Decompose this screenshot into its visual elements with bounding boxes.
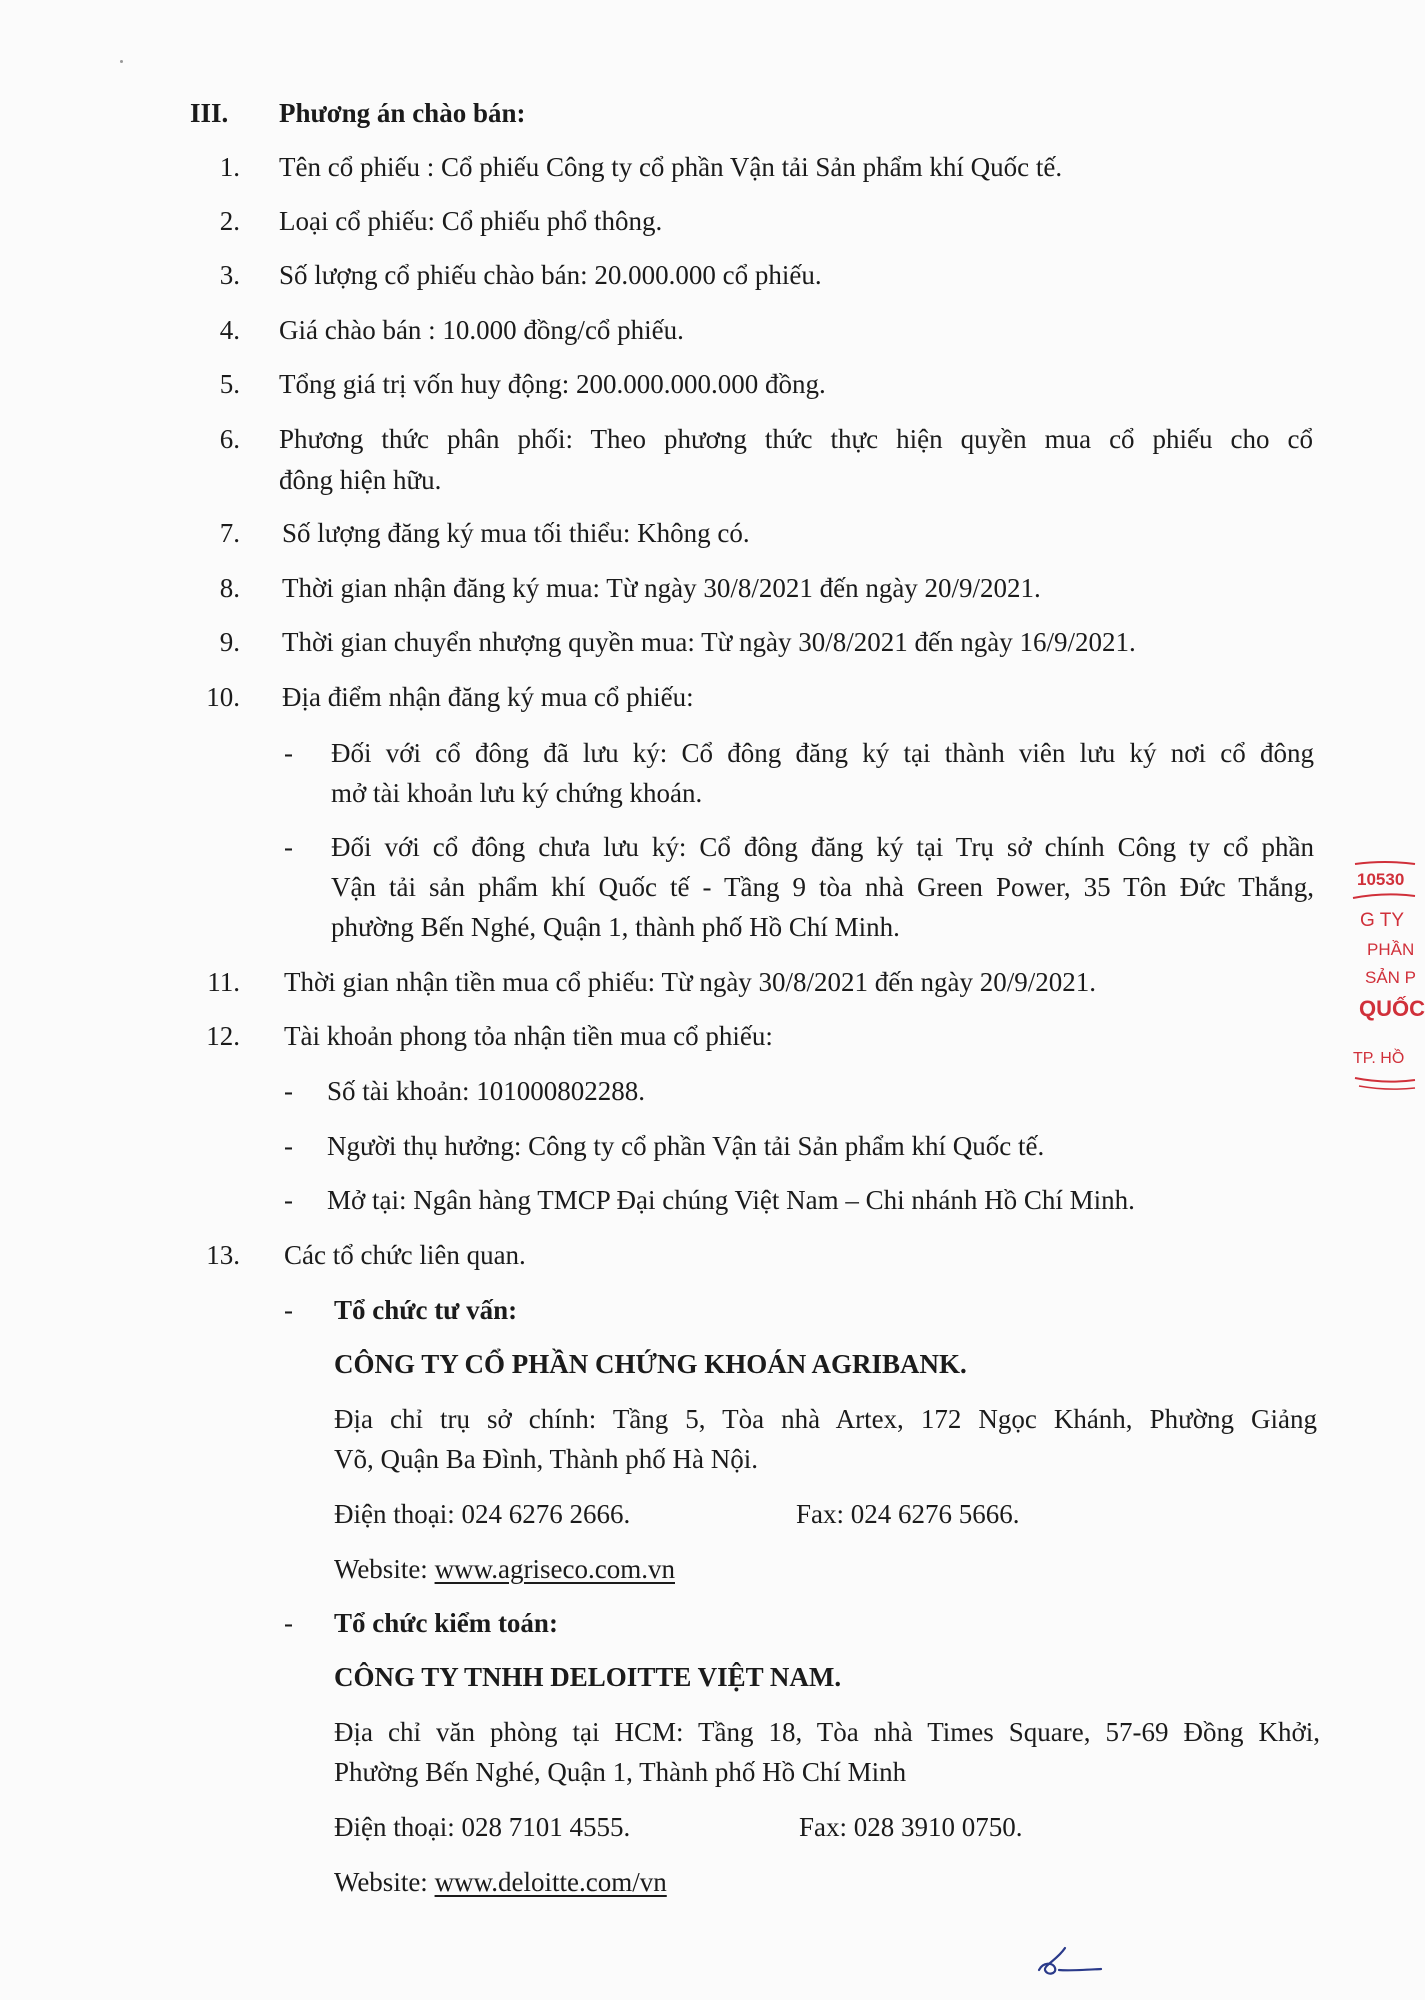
- advisor-heading: Tổ chức tư vấn:: [334, 1295, 518, 1325]
- item-number: 7.: [219, 518, 240, 548]
- auditor-address-line: Địa chỉ văn phòng tại HCM: Tầng 18, Tòa nhà Times Square, 57-69 Đồng Khởi,: [334, 1717, 1320, 1747]
- auditor-fax: Fax: 028 3910 0750.: [799, 1812, 1023, 1842]
- bullet-text: Mở tại: Ngân hàng TMCP Đại chúng Việt Nam – Chi nhánh Hồ Chí Minh.: [327, 1185, 1135, 1215]
- bullet-dash: -: [284, 1076, 293, 1106]
- item-text: Thời gian nhận đăng ký mua: Từ ngày 30/8/2021 đến ngày 20/9/2021.: [282, 573, 1041, 603]
- section-number: III.: [190, 98, 229, 128]
- bullet-dash: -: [284, 738, 293, 768]
- auditor-phone: Điện thoại: 028 7101 4555.: [334, 1812, 631, 1842]
- item-number: 9.: [219, 627, 240, 657]
- bullet-dash: -: [284, 1131, 293, 1161]
- item-text: Giá chào bán : 10.000 đồng/cổ phiếu.: [279, 315, 684, 345]
- item-text: Thời gian nhận tiền mua cổ phiếu: Từ ngày 30/8/2021 đến ngày 20/9/2021.: [284, 967, 1097, 997]
- scan-speck: [120, 60, 123, 63]
- item-number: 2.: [219, 206, 240, 236]
- item-number: 5.: [219, 369, 240, 399]
- advisor-website-link[interactable]: www.agriseco.com.vn: [434, 1554, 675, 1584]
- item-number: 12.: [206, 1021, 240, 1051]
- bullet-text-line: phường Bến Nghé, Quận 1, thành phố Hồ Chí Minh.: [331, 912, 900, 942]
- item-number: 1.: [219, 152, 240, 182]
- item-number: 10.: [206, 682, 240, 712]
- advisor-company: CÔNG TY CỔ PHẦN CHỨNG KHOÁN AGRIBANK.: [334, 1349, 967, 1379]
- bullet-text-line: mở tài khoản lưu ký chứng khoán.: [331, 778, 703, 808]
- item-text: Tài khoản phong tỏa nhận tiền mua cổ phiếu:: [284, 1021, 773, 1051]
- stamp-text: PHẦN: [1367, 940, 1415, 959]
- auditor-company: CÔNG TY TNHH DELOITTE VIỆT NAM.: [334, 1662, 842, 1692]
- item-text-line: đông hiện hữu.: [279, 465, 442, 495]
- bullet-dash: -: [284, 1185, 293, 1215]
- stamp-text: SẢN P: [1365, 968, 1417, 987]
- advisor-fax: Fax: 024 6276 5666.: [796, 1499, 1020, 1529]
- bullet-dash: -: [284, 832, 293, 862]
- item-number: 3.: [219, 260, 240, 290]
- bullet-text-line: Đối với cổ đông chưa lưu ký: Cổ đông đăng ký tại Trụ sở chính Công ty cổ phần: [331, 832, 1314, 862]
- item-text: Tên cổ phiếu : Cổ phiếu Công ty cổ phần Vận tải Sản phẩm khí Quốc tế.: [279, 152, 1063, 182]
- item-text-line: Phương thức phân phối: Theo phương thức thực hiện quyền mua cổ phiếu cho cổ: [279, 424, 1313, 454]
- auditor-website-link[interactable]: www.deloitte.com/vn: [434, 1867, 667, 1897]
- item-text: Các tổ chức liên quan.: [284, 1240, 526, 1270]
- section-title: Phương án chào bán:: [279, 98, 526, 128]
- bullet-dash: -: [284, 1608, 293, 1638]
- item-number: 13.: [206, 1240, 240, 1270]
- advisor-website-row: [334, 1549, 675, 1589]
- stamp-text: TP. HỒ: [1353, 1050, 1405, 1067]
- signature-initial: [1035, 1940, 1105, 1980]
- item-number: 11.: [207, 967, 240, 997]
- advisor-address-line: Võ, Quận Ba Đình, Thành phố Hà Nội.: [334, 1444, 758, 1474]
- bullet-text: Người thụ hưởng: Công ty cổ phần Vận tải Sản phẩm khí Quốc tế.: [327, 1131, 1045, 1161]
- item-text: Tổng giá trị vốn huy động: 200.000.000.000 đồng.: [279, 369, 826, 399]
- bullet-text-line: Vận tải sản phẩm khí Quốc tế - Tầng 9 tòa nhà Green Power, 35 Tôn Đức Thắng,: [331, 872, 1314, 902]
- item-text: Loại cổ phiếu: Cổ phiếu phổ thông.: [279, 206, 663, 236]
- bullet-dash: -: [284, 1295, 293, 1325]
- auditor-website-row: [334, 1862, 667, 1902]
- advisor-website-label: Website:: [334, 1554, 435, 1584]
- auditor-address-line: Phường Bến Nghé, Quận 1, Thành phố Hồ Chí Minh: [334, 1757, 907, 1787]
- item-text: Số lượng đăng ký mua tối thiểu: Không có.: [282, 518, 750, 548]
- auditor-website-label: Website:: [334, 1867, 435, 1897]
- stamp-text: QUỐC: [1359, 996, 1425, 1021]
- bullet-text-line: Đối với cổ đông đã lưu ký: Cổ đông đăng ký tại thành viên lưu ký nơi cổ đông: [331, 738, 1314, 768]
- item-text: Địa điểm nhận đăng ký mua cổ phiếu:: [282, 682, 694, 712]
- auditor-heading: Tổ chức kiểm toán:: [334, 1608, 558, 1638]
- stamp-text: 10530: [1357, 870, 1405, 889]
- stamp-text: G TY: [1360, 910, 1404, 931]
- advisor-phone: Điện thoại: 024 6276 2666.: [334, 1499, 631, 1529]
- item-number: 4.: [219, 315, 240, 345]
- item-number: 6.: [219, 424, 240, 454]
- item-text: Số lượng cổ phiếu chào bán: 20.000.000 cổ phiếu.: [279, 260, 822, 290]
- item-number: 8.: [219, 573, 240, 603]
- company-seal-stamp: [1345, 858, 1425, 1098]
- item-text: Thời gian chuyển nhượng quyền mua: Từ ngày 30/8/2021 đến ngày 16/9/2021.: [282, 627, 1136, 657]
- advisor-address-line: Địa chỉ trụ sở chính: Tầng 5, Tòa nhà Artex, 172 Ngọc Khánh, Phường Giảng: [334, 1404, 1317, 1434]
- bullet-text: Số tài khoản: 101000802288.: [327, 1076, 645, 1106]
